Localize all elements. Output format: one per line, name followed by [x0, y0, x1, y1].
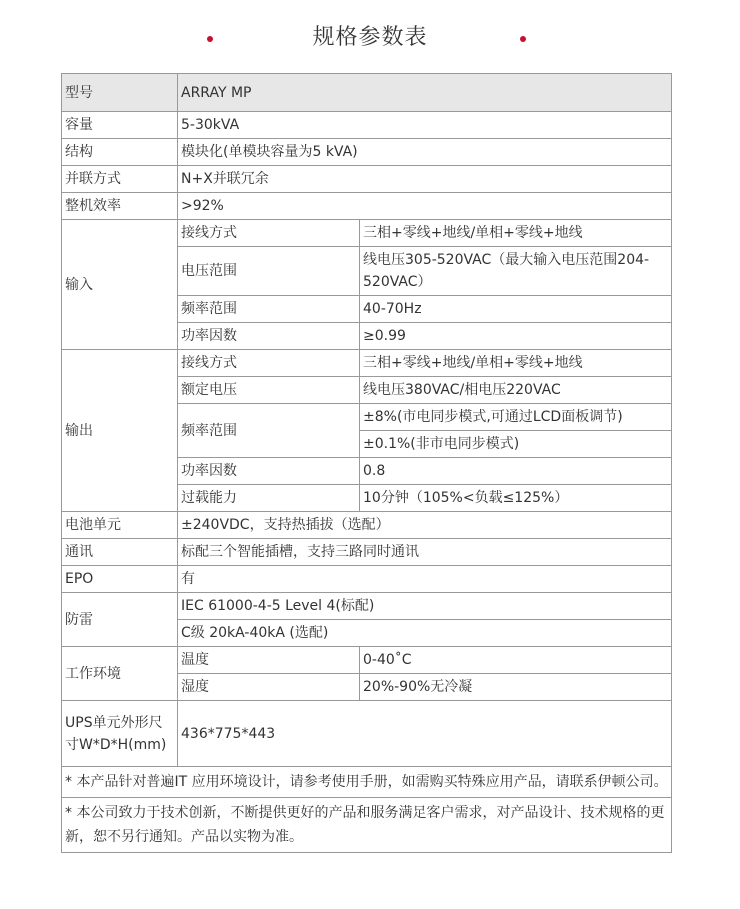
- battery-label: 电池单元: [62, 512, 178, 539]
- output-label: 输出: [62, 350, 178, 512]
- table-row: [62, 798, 672, 853]
- dimension-label: UPS单元外形尺寸W*D*H(mm): [62, 701, 178, 767]
- humidity-value: 20%-90%无冷凝: [360, 674, 672, 701]
- input-voltage-label: 电压范围: [178, 247, 360, 296]
- table-row: [62, 647, 672, 674]
- structure-value: 模块化(单模块容量为5 kVA): [178, 139, 672, 166]
- right-dot-icon: [520, 36, 526, 42]
- parallel-value: N+X并联冗余: [178, 166, 672, 193]
- table-row: [62, 767, 672, 798]
- output-rated-voltage-label: 额定电压: [178, 377, 360, 404]
- epo-label: EPO: [62, 566, 178, 593]
- table-row: [62, 112, 672, 139]
- epo-value: 有: [178, 566, 672, 593]
- humidity-label: 湿度: [178, 674, 360, 701]
- capacity-label: 容量: [62, 112, 178, 139]
- table-row: [62, 193, 672, 220]
- lightning-label: 防雷: [62, 593, 178, 647]
- table-row: [62, 512, 672, 539]
- table-row: [62, 350, 672, 377]
- structure-label: 结构: [62, 139, 178, 166]
- input-wiring-label: 接线方式: [178, 220, 360, 247]
- input-pf-value: ≥0.99: [360, 323, 672, 350]
- table-row: [62, 74, 672, 112]
- output-frequency-value-1: ±8%(市电同步模式,可通过LCD面板调节): [360, 404, 672, 431]
- comm-value: 标配三个智能插槽，支持三路同时通讯: [178, 539, 672, 566]
- output-frequency-label: 频率范围: [178, 404, 360, 458]
- note-1: * 本产品针对普遍IT 应用环境设计，请参考使用手册，如需购买特殊应用产品，请联系伊顿公司。: [62, 767, 672, 798]
- temp-value: 0-40˚C: [360, 647, 672, 674]
- efficiency-value: >92%: [178, 193, 672, 220]
- parallel-label: 并联方式: [62, 166, 178, 193]
- spec-table: [61, 73, 672, 853]
- lightning-value-1: IEC 61000-4-5 Level 4(标配): [178, 593, 672, 620]
- table-row: [62, 701, 672, 767]
- input-frequency-label: 频率范围: [178, 296, 360, 323]
- temp-label: 温度: [178, 647, 360, 674]
- table-row: [62, 139, 672, 166]
- input-frequency-value: 40-70Hz: [360, 296, 672, 323]
- input-pf-label: 功率因数: [178, 323, 360, 350]
- table-row: [62, 593, 672, 620]
- output-overload-value: 10分钟（105%<负载≤125%）: [360, 485, 672, 512]
- dimension-value: 436*775*443: [178, 701, 672, 767]
- output-wiring-value: 三相+零线+地线/单相+零线+地线: [360, 350, 672, 377]
- output-pf-label: 功率因数: [178, 458, 360, 485]
- efficiency-label: 整机效率: [62, 193, 178, 220]
- model-label: 型号: [62, 74, 178, 112]
- model-value: ARRAY MP: [178, 74, 672, 112]
- note-2: * 本公司致力于技术创新，不断提供更好的产品和服务满足客户需求，对产品设计、技术规格的更新，恕不另行通知。产品以实物为准。: [62, 798, 672, 853]
- comm-label: 通讯: [62, 539, 178, 566]
- battery-value: ±240VDC，支持热插拔（选配）: [178, 512, 672, 539]
- capacity-value: 5-30kVA: [178, 112, 672, 139]
- table-row: [62, 166, 672, 193]
- output-rated-voltage-value: 线电压380VAC/相电压220VAC: [360, 377, 672, 404]
- output-overload-label: 过载能力: [178, 485, 360, 512]
- page-title: 规格参数表: [312, 25, 428, 50]
- input-wiring-value: 三相+零线+地线/单相+零线+地线: [360, 220, 672, 247]
- output-wiring-label: 接线方式: [178, 350, 360, 377]
- table-row: [62, 566, 672, 593]
- environment-label: 工作环境: [62, 647, 178, 701]
- output-pf-value: 0.8: [360, 458, 672, 485]
- output-frequency-value-2: ±0.1%(非市电同步模式): [360, 431, 672, 458]
- title-bar: [0, 0, 740, 73]
- input-voltage-value: 线电压305-520VAC（最大输入电压范围204-520VAC）: [360, 247, 672, 296]
- table-row: [62, 539, 672, 566]
- input-label: 输入: [62, 220, 178, 350]
- lightning-value-2: C级 20kA-40kA (选配): [178, 620, 672, 647]
- table-row: [62, 220, 672, 247]
